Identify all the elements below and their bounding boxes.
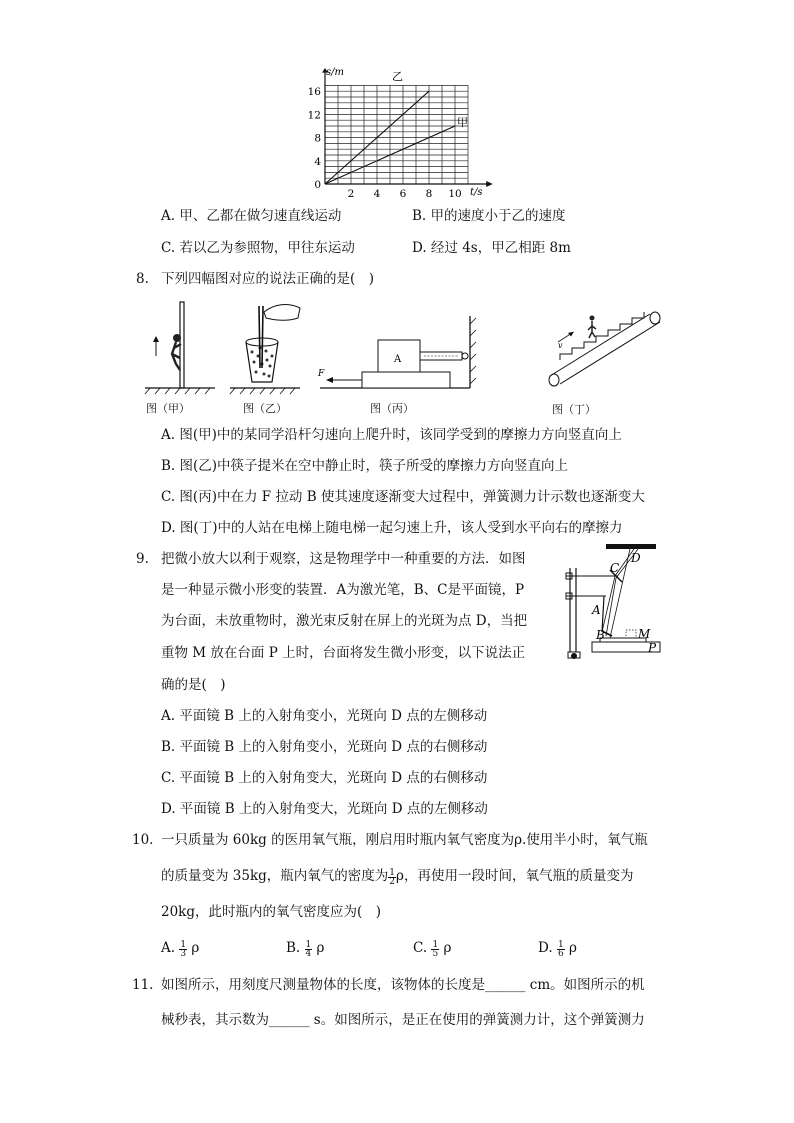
q7-option-a: A. 甲、乙都在做匀速直线运动 bbox=[161, 208, 342, 224]
q10-line-1: 一只质量为 60kg 的医用氧气瓶，刚启用时瓶内氧气密度为ρ.使用半小时，氧气瓶 bbox=[161, 832, 648, 848]
fig-bing-caption: 图（丙） bbox=[370, 402, 414, 415]
option-fraction bbox=[305, 941, 313, 958]
q11-number: 11. bbox=[132, 977, 154, 993]
x-tick-labels bbox=[348, 188, 462, 200]
fraction-numerator: 1 bbox=[180, 940, 187, 950]
option-fraction bbox=[431, 941, 439, 958]
force-f-label: F bbox=[318, 369, 325, 379]
q9-option-a: A. 平面镜 B 上的入射角变小，光斑向 D 点的左侧移动 bbox=[161, 708, 488, 724]
q10-line-2-pre: 的质量变为 35kg，瓶内氧气的密度为 bbox=[161, 868, 389, 884]
y-tick-labels bbox=[308, 86, 322, 191]
fraction-numerator: 1 bbox=[432, 940, 439, 950]
q9-laser-diagram bbox=[548, 540, 668, 662]
x-axis-label: t/s bbox=[470, 187, 483, 198]
q7-option-c: C. 若以乙为参照物，甲往东运动 bbox=[161, 240, 355, 256]
q9-stem-line-4: 重物 M 放在台面 P 上时，台面将发生微小形变，以下说法正 bbox=[161, 645, 526, 661]
q10-number: 10. bbox=[132, 832, 154, 848]
x-tick-label: 2 bbox=[347, 188, 355, 200]
line-yi-label: 乙 bbox=[392, 70, 403, 83]
q9-stem-line-2: 是一种显示微小形变的装置．A为激光笔，B、C是平面镜，P bbox=[161, 582, 525, 598]
q9-label-m: M bbox=[638, 627, 651, 641]
q8-option-a: A. 图(甲)中的某同学沿杆匀速向上爬升时，该同学受到的摩擦力方向竖直向上 bbox=[161, 427, 622, 443]
q10-option-d bbox=[538, 938, 577, 958]
option-letter: A. bbox=[161, 940, 176, 956]
fraction-numerator: 1 bbox=[389, 868, 396, 878]
q9-option-d: D. 平面镜 B 上的入射角变大，光斑向 D 点的左侧移动 bbox=[161, 801, 488, 817]
fig-yi-chopsticks-rice bbox=[230, 305, 300, 394]
x-tick-label: 4 bbox=[373, 188, 381, 200]
option-unit: ρ bbox=[443, 940, 452, 956]
x-tick-label: 8 bbox=[425, 188, 433, 200]
fig-ding-escalator bbox=[549, 312, 660, 386]
y-tick-label: 8 bbox=[314, 132, 321, 145]
q8-number: 8. bbox=[136, 271, 149, 287]
fraction-denominator: 2 bbox=[389, 877, 396, 887]
fraction-denominator: 5 bbox=[432, 949, 439, 959]
q10-line-2 bbox=[161, 866, 633, 886]
q9-label-a: A bbox=[592, 603, 601, 617]
option-fraction bbox=[557, 941, 565, 958]
option-unit: ρ bbox=[568, 940, 577, 956]
option-unit: ρ bbox=[191, 940, 200, 956]
q10-line-3: 20kg，此时瓶内的氧气密度应为( ) bbox=[161, 904, 382, 920]
fig-yi-caption: 图（乙） bbox=[243, 402, 287, 415]
y-tick-label: 0 bbox=[314, 179, 321, 191]
q7-option-b: B. 甲的速度小于乙的速度 bbox=[412, 208, 566, 224]
x-tick-label: 6 bbox=[399, 188, 407, 200]
q9-stem-line-5: 确的是( ) bbox=[161, 677, 226, 693]
q9-label-p: P bbox=[648, 641, 657, 655]
q10-half-fraction bbox=[388, 869, 396, 886]
fig-bing-block-spring bbox=[317, 316, 476, 388]
fraction-numerator: 1 bbox=[557, 940, 564, 950]
y-tick-label: 4 bbox=[314, 155, 321, 168]
q9-stem-line-3: 为台面，未放重物时，激光束反射在屏上的光斑为点 D，当把 bbox=[161, 613, 528, 629]
x-axis-arrow bbox=[486, 181, 493, 187]
option-unit: ρ bbox=[316, 940, 325, 956]
q10-line-2-post: ρ，再使用一段时间，氧气瓶的质量变为 bbox=[396, 868, 634, 884]
option-fraction bbox=[179, 941, 187, 958]
q8-option-c: C. 图(丙)中在力 F 拉动 B 使其速度逐渐变大过程中，弹簧测力计示数也逐渐变大 bbox=[161, 489, 645, 505]
fraction-denominator: 3 bbox=[180, 949, 187, 959]
q10-option-c bbox=[413, 938, 451, 958]
q8-figures bbox=[140, 296, 680, 416]
q9-label-c: C bbox=[610, 561, 620, 575]
fig-jia-caption: 图（甲） bbox=[146, 402, 190, 415]
q9-option-c: C. 平面镜 B 上的入射角变大，光斑向 D 点的右侧移动 bbox=[161, 770, 488, 786]
q9-stem-line-1: 把微小放大以利于观察，这是物理学中一种重要的方法．如图 bbox=[161, 551, 526, 567]
fraction-numerator: 1 bbox=[305, 940, 312, 950]
q9-number: 9. bbox=[136, 551, 149, 567]
q8-option-b: B. 图(乙)中筷子提米在空中静止时，筷子所受的摩擦力方向竖直向上 bbox=[161, 458, 569, 474]
q11-line-2: 械秒表，其示数为______ s。如图所示，是正在使用的弹簧测力计，这个弹簧测力 bbox=[161, 1012, 645, 1028]
q11-line-1: 如图所示，用刻度尺测量物体的长度，该物体的长度是______ cm。如图所示的机 bbox=[161, 977, 645, 993]
s-t-graph bbox=[300, 62, 500, 200]
fraction-denominator: 4 bbox=[305, 949, 312, 959]
option-letter: D. bbox=[538, 940, 553, 956]
q10-option-a bbox=[161, 938, 199, 958]
fraction-denominator: 6 bbox=[557, 949, 564, 959]
q10-option-b bbox=[286, 938, 324, 958]
line-jia-label: 甲 bbox=[457, 116, 468, 129]
block-a-label: A bbox=[394, 354, 402, 365]
x-tick-label: 10 bbox=[448, 188, 462, 200]
velocity-v-label: v bbox=[558, 341, 563, 350]
option-letter: C. bbox=[413, 940, 428, 956]
q9-label-b: B bbox=[596, 628, 605, 642]
fig-jia-climber bbox=[145, 302, 215, 394]
q9-option-b: B. 平面镜 B 上的入射角变小，光斑向 D 点的右侧移动 bbox=[161, 739, 488, 755]
option-letter: B. bbox=[286, 940, 301, 956]
q9-label-d: D bbox=[631, 551, 641, 565]
q8-stem: 下列四幅图对应的说法正确的是( ) bbox=[161, 271, 375, 287]
graph-grid bbox=[325, 85, 468, 184]
y-tick-label: 12 bbox=[307, 109, 321, 122]
fig-ding-caption: 图（丁） bbox=[552, 403, 596, 416]
q7-option-d: D. 经过 4s，甲乙相距 8m bbox=[412, 240, 571, 256]
q8-option-d: D. 图(丁)中的人站在电梯上随电梯一起匀速上升，该人受到水平向右的摩擦力 bbox=[161, 520, 623, 536]
y-axis-label: s/m bbox=[326, 67, 344, 78]
y-tick-label: 16 bbox=[307, 86, 321, 99]
